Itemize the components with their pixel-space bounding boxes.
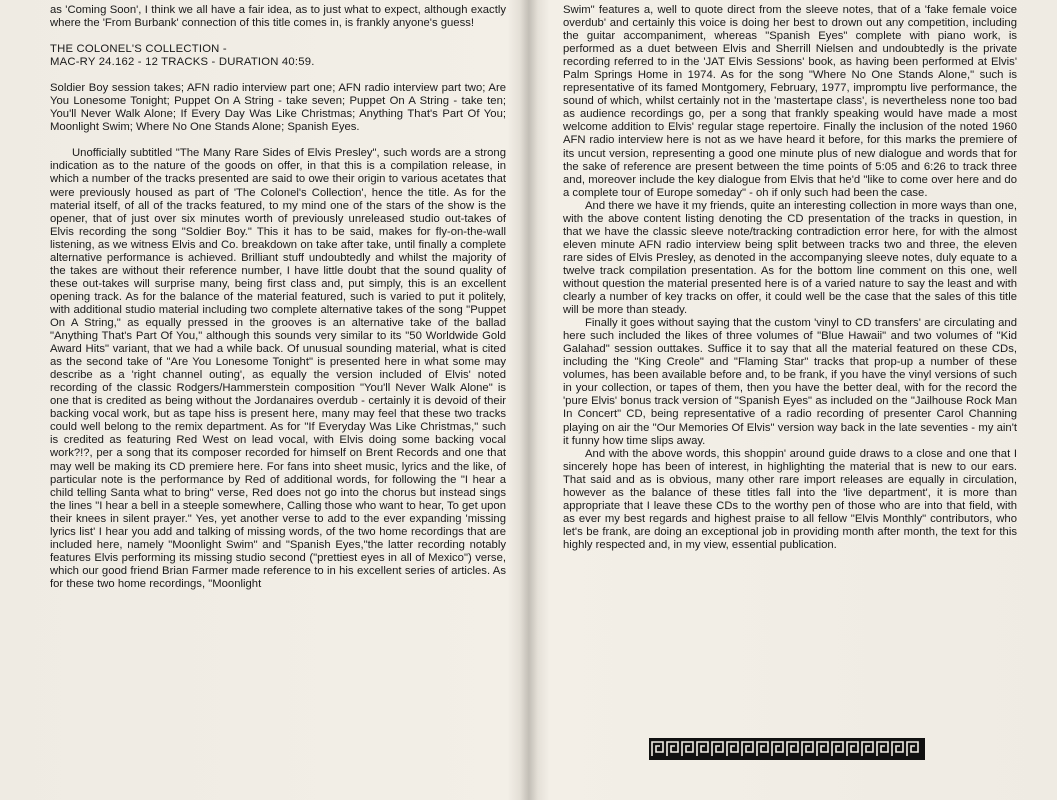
collection-catalog-line: MAC-RY 24.162 - 12 TRACKS - DURATION 40:59. <box>50 56 315 69</box>
collection-heading <box>50 43 506 69</box>
closing-paragraph: And with the above words, this shoppin' around guide draws to a close and one that I sincerely hope has been of interest, in highlighting the material that is new to our ears. That said and as is obvious, many other rare import releases are equally in circulation, however as the balance of these titles fall into the 'live department', it is more than appropriate that I leave these CDs to the worthy pen of those who are into that field, with as ever my best regards and highest praise to all fellow "Elvis Monthly" contributors, who let's be frank, are doing an exceptional job in providing month after month, the text for this highly respected and, in my view, essential publication. <box>563 447 1017 551</box>
right-column <box>563 4 1017 552</box>
summary-paragraph: And there we have it my friends, quite an interesting collection in more ways than one, with the above content listing denoting the CD presentation of the tracks in question, in that we have the classic sleeve note/tracking contradiction error here, for with the almost eleven minute AFN radio interview being split between tracks two and three, the eleven rare sides of Elvis Presley, as denoted in the accompanying sleeve notes, duly equate to a twelve track compilation presentation. As for the bottom line comment on this one, well without question the material presented here is of a varied nature to say the least and with clearly a number of key tracks on offer, it could well be the case that the sales of this title will be more than steady. <box>563 199 1017 317</box>
left-page <box>0 0 528 800</box>
greek-key-border-icon <box>649 738 925 760</box>
tracklist-paragraph: Soldier Boy session takes; AFN radio interview part one; AFN radio interview part two; Are You Lonesome Tonight; Puppet On A String - take seven; Puppet On A String - take ten; You'll Never Walk Alone; If Every Day Was Like Christmas; Anything That's Part Of You; Moonlight Swim; Where No One Stands Alone; Spanish Eyes. <box>50 82 506 134</box>
transfers-paragraph: Finally it goes without saying that the custom 'vinyl to CD transfers' are circulating and here such included the likes of three volumes of "Blue Hawaii" and two volumes of "Kid Galahad" session outtakes. Suffice it to say that all the material featured on these CDs, including the "King Creole" and "Flaming Star" tracks that prop-up a number of these volumes, has been available before and, to be frank, if you have the vinyl versions of such in your collection, or tapes of them, then you have the better deal, with for the record the 'pure Elvis' bonus track version of "Spanish Eyes" as included on the "Jailhouse Rock Man In Concert" CD, being representative of a radio recording of presenter Carol Channing playing on air the "Our Memories Of Elvis" version way back in the late seventies - my ain't it funny how time slips away. <box>563 317 1017 447</box>
collection-title: THE COLONEL'S COLLECTION - <box>50 43 227 56</box>
right-page <box>529 0 1057 800</box>
review-continued-paragraph: Swim" features a, well to quote direct from the sleeve notes, that of a 'fake female voice overdub' and certainly this voice is doing her best to drown out any competition, including the guitar accompaniment, whereas "Spanish Eyes" complete with piano work, is performed as a duet between Elvis and Sherrill Nielsen and undoubtedly is the private recording referred to in the 'JAT Elvis Sessions' book, as having been performed at Elvis' Palm Springs Home in 1974. As for the song "Where No One Stands Alone," such is representative of its famed Montgomery, February, 1977, impromptu live performance, the sound of which, whilst certainly not in the 'mastertape class', is nevertheless none too bad as audience recordings go, per a song that frankly speaking would have made a most welcome addition to Elvis' regular stage repertoire. Finally the inclusion of the noted 1960 AFN radio interview here is not as we have heard it before, for this marks the premiere of its uncut version, representing a good one minute plus of new dialogue and words that for the sake of reference are present between the time points of 5:05 and 6:26 to track three and, moreover include the key dialogue from Elvis that he'd "like to come over here and do a complete tour of Europe someday" - oh if only such had been the case. <box>563 4 1017 199</box>
intro-paragraph: as 'Coming Soon', I think we all have a fair idea, as to just what to expect, although exactly where the 'From Burbank' connection of this title comes in, is frankly anyone's guess! <box>50 4 506 30</box>
review-paragraph: Unofficially subtitled "The Many Rare Sides of Elvis Presley", such words are a strong indication as to the nature of the goods on offer, in that this is a compilation release, in which a number of the tracks presented are said to owe their origin to various acetates that were previously housed as part of 'The Colonel's Collection', hence the title. As for the material itself, of all of the tracks featured, to my mind one of the stars of the show is the opener, that of just over six minutes worth of previously unreleased studio out-takes of Elvis recording the song "Soldier Boy." This it has to be said, makes for fly-on-the-wall listening, as we witness Elvis and Co. breakdown on take after take, until finally a complete alternative performance is achieved. Brilliant stuff undoubtedly and whilst the majority of the takes are without their reference number, I have little doubt that the sound quality of these out-takes will surprise many, being first class and, put simply, this is an excellent opening track. As for the balance of the material featured, such is varied to put it politely, with additional studio material including two complete alternative takes of the song "Puppet On A String," as equally pressed in the grooves is an alternative take of the ballad "Anything That's Part Of You," although this sounds very similar to its "50 Worldwide Gold Award Hits" variant, that we had a while back. Of unusual sounding material, what is cited as the second take of "Are You Lonesome Tonight" is presented here in what some may describe as a 'right channel outing', as equally the version included of Elvis' noted recording of the classic Rodgers/Hammerstein composition "You'll Never Walk Alone" is one that is credited as being without the Jordanaires overdub - certainly it is devoid of their backing vocal work, but as tape hiss is present here, many may feel that these two tracks could well belong to the remix department. As for "If Everyday Was Like Christmas," such is credited as featuring Red West on lead vocal, with Elvis doing some backing vocal work?!?, per a song that its composer recorded for himself on Brent Records and one that may well be making its CD premiere here. For fans into sheet music, lyrics and the like, of particular note is the performance by Red of additional words, for following the "I hear a child telling Santa what to bring" verse, Red does not go into the chorus but instead sings the lines "I hear a bell in a steeple somewhere, Calling those who want to hear, To get upon their knees in silent prayer." Yes, yet another verse to add to the ever expanding 'missing lyrics list' I hear you add and talking of missing words, of the two home recordings that are included here, namely "Moonlight Swim" and "Spanish Eyes,"the latter recording notably features Elvis performing its missing studio second ("prettiest eyes in all of Mexico") verse, which our good friend Brian Farmer made reference to in his excellent series of articles. As for these two home recordings, "Moonlight <box>50 147 506 590</box>
left-column <box>50 4 506 591</box>
